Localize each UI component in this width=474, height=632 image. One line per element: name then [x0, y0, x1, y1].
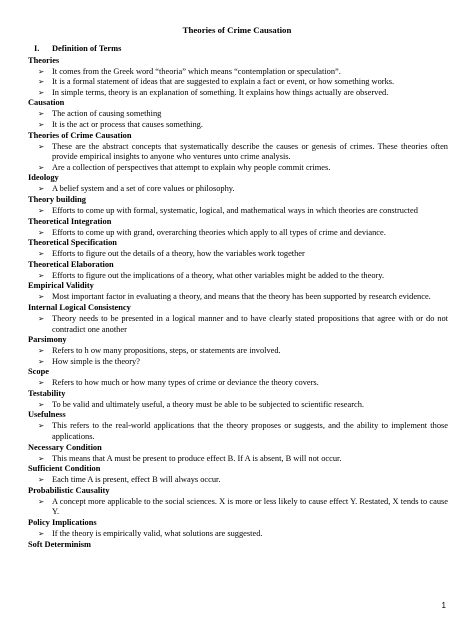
definition-bullet — [28, 357, 448, 368]
term-heading: Soft Determinism — [28, 539, 92, 549]
definition-bullet — [28, 88, 448, 99]
bullet-text: Efforts to figure out the details of a theory, how the variables work together — [52, 249, 305, 259]
definition-bullet — [28, 271, 448, 282]
bullet-text: These are the abstract concepts that systematically describe the causes or genesis of crimes. These theories often provide empirical insights to anyone who ventures unto crime analysis. — [52, 141, 448, 162]
arrow-bullet-icon: ➢ — [38, 227, 45, 237]
definition-bullet — [28, 378, 448, 389]
definition-bullet — [28, 529, 448, 540]
arrow-bullet-icon: ➢ — [38, 453, 45, 463]
bullet-text: Efforts to come up with formal, systematic, logical, and mathematical ways in which theories are constructed — [52, 205, 418, 215]
arrow-bullet-icon: ➢ — [38, 421, 45, 431]
arrow-bullet-icon: ➢ — [38, 66, 45, 76]
arrow-bullet-icon: ➢ — [38, 313, 45, 323]
definition-bullet — [28, 109, 448, 120]
bullet-text: A concept more applicable to the social sciences. X is more or less likely to cause effect Y. Restated, X tends to cause Y. — [52, 496, 448, 517]
arrow-bullet-icon: ➢ — [38, 162, 45, 172]
bullet-text: How simple is the theory? — [52, 356, 140, 366]
definition-bullet — [28, 249, 448, 260]
arrow-bullet-icon: ➢ — [38, 77, 45, 87]
term-heading: Scope — [28, 367, 49, 377]
arrow-bullet-icon: ➢ — [38, 529, 45, 539]
term-heading: Usefulness — [28, 410, 66, 420]
arrow-bullet-icon: ➢ — [38, 496, 45, 506]
page-number: 1 — [441, 601, 446, 610]
section-title: Definition of Terms — [52, 44, 122, 53]
bullet-text: Theory needs to be presented in a logical manner and to have clearly stated propositions that agree with or do not contradict one another — [52, 313, 448, 334]
arrow-bullet-icon: ➢ — [38, 249, 45, 259]
arrow-bullet-icon: ➢ — [38, 119, 45, 129]
document-body — [28, 44, 448, 551]
section-number: I. — [34, 44, 40, 53]
arrow-bullet-icon: ➢ — [38, 87, 45, 97]
bullet-text: If the theory is empirically valid, what solutions are suggested. — [52, 529, 263, 539]
bullet-text: Each time A is present, effect B will always occur. — [52, 475, 221, 485]
term-heading: Theories of Crime Causation — [28, 130, 132, 140]
definition-bullet — [28, 346, 448, 357]
definition-bullet — [28, 77, 448, 88]
arrow-bullet-icon: ➢ — [38, 141, 45, 151]
term-heading: Ideology — [28, 173, 59, 183]
term-heading: Policy Implications — [28, 518, 97, 528]
arrow-bullet-icon: ➢ — [38, 205, 45, 215]
bullet-text: Efforts to come up with grand, overarching theories which apply to all types of crime and deviance. — [52, 227, 386, 237]
arrow-bullet-icon: ➢ — [38, 399, 45, 409]
term-heading: Parsimony — [28, 335, 67, 345]
definition-bullet — [28, 163, 448, 174]
bullet-text: This means that A must be present to produce effect B. If A is absent, B will not occur. — [52, 453, 342, 463]
term-heading: Empirical Validity — [28, 281, 94, 291]
term-heading: Sufficient Condition — [28, 464, 101, 474]
arrow-bullet-icon: ➢ — [38, 475, 45, 485]
definition-bullet — [28, 142, 448, 163]
arrow-bullet-icon: ➢ — [38, 356, 45, 366]
arrow-bullet-icon: ➢ — [38, 270, 45, 280]
definition-bullet — [28, 314, 448, 335]
term-heading: Necessary Condition — [28, 442, 102, 452]
definition-bullet — [28, 228, 448, 239]
definition-bullet — [28, 67, 448, 78]
section-heading — [28, 44, 448, 55]
definition-bullet — [28, 454, 448, 465]
term-heading: Theoretical Specification — [28, 238, 117, 248]
term-list — [28, 56, 448, 551]
bullet-text: It comes from the Greek word “theoria” which means “contemplation or speculation”. — [52, 66, 341, 76]
bullet-text: This refers to the real-world applications that the theory proposes or suggests, and the ability to implement those applications. — [52, 421, 448, 442]
definition-bullet — [28, 497, 448, 518]
term-heading: Probabilistic Causality — [28, 485, 110, 495]
term-heading: Theories — [28, 55, 60, 65]
term-heading: Theory building — [28, 194, 86, 204]
document-title: Theories of Crime Causation — [182, 25, 292, 35]
definition-bullet — [28, 206, 448, 217]
bullet-text: In simple terms, theory is an explanation of something. It explains how things actually are observed. — [52, 87, 389, 97]
arrow-bullet-icon: ➢ — [38, 346, 45, 356]
definition-bullet — [28, 400, 448, 411]
definition-bullet — [28, 475, 448, 486]
arrow-bullet-icon: ➢ — [38, 184, 45, 194]
bullet-text: The action of causing something — [52, 109, 162, 119]
bullet-text: Are a collection of perspectives that attempt to explain why people commit crimes. — [52, 162, 331, 172]
definition-bullet — [28, 184, 448, 195]
bullet-text: To be valid and ultimately useful, a theory must be able to be subjected to scientific research. — [52, 399, 364, 409]
bullet-text: It is the act or process that causes something. — [52, 119, 203, 129]
definition-bullet — [28, 120, 448, 131]
definition-bullet — [28, 421, 448, 442]
term-heading: Internal Logical Consistency — [28, 302, 131, 312]
bullet-text: Most important factor in evaluating a theory, and means that the theory has been supported by research evidence. — [52, 292, 431, 302]
arrow-bullet-icon: ➢ — [38, 378, 45, 388]
term-heading: Causation — [28, 98, 65, 108]
arrow-bullet-icon: ➢ — [38, 292, 45, 302]
term-heading: Theoretical Elaboration — [28, 259, 114, 269]
bullet-text: A belief system and a set of core values or philosophy. — [52, 184, 235, 194]
bullet-text: Refers to h ow many propositions, steps, or statements are involved. — [52, 346, 281, 356]
term-heading: Testability — [28, 388, 66, 398]
definition-bullet — [28, 292, 448, 303]
bullet-text: It is a formal statement of ideas that are suggested to explain a fact or event, or how something works. — [52, 77, 395, 87]
bullet-text: Efforts to figure out the implications of a theory, what other variables might be added to the theory. — [52, 270, 385, 280]
term-heading: Theoretical Integration — [28, 216, 112, 226]
bullet-text: Refers to how much or how many types of crime or deviance the theory covers. — [52, 378, 319, 388]
arrow-bullet-icon: ➢ — [38, 109, 45, 119]
